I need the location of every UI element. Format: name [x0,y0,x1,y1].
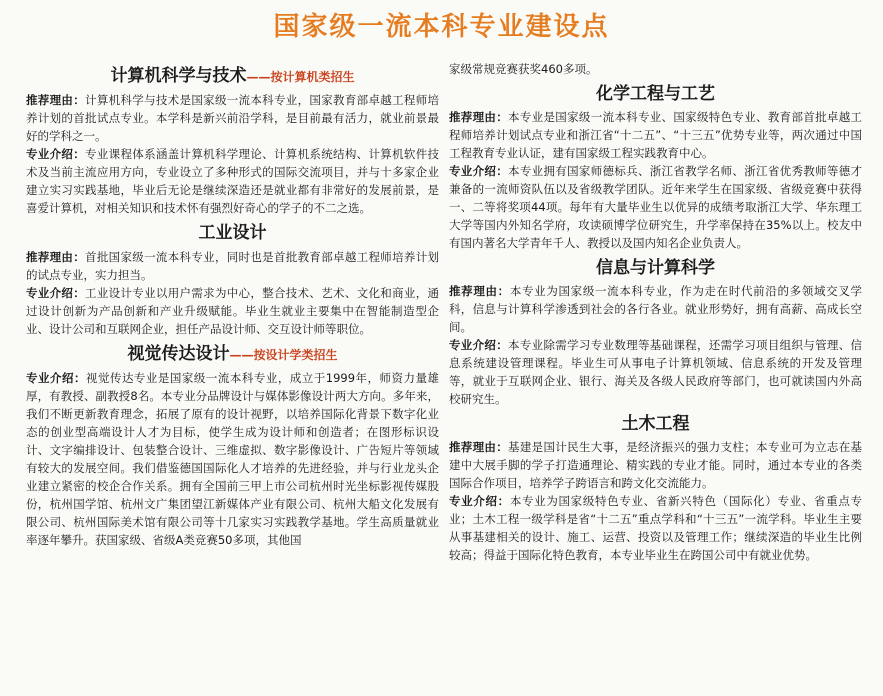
paragraph [449,108,862,162]
paragraph [26,369,439,549]
paragraph-text: 本专业是国家级一流本科专业、国家级特色专业、教育部首批卓越工程师培养计划试点专业和浙江省“十二五”、“十三五”优势专业等，两次通过中国工程教育专业认证，建有国家级工程实践教育中心。 [449,110,862,160]
paragraph-label: 推荐理由： [449,284,510,298]
section-title: 工业设计 [198,223,267,243]
paragraph [449,162,862,252]
page-title: 国家级一流本科专业建设点 [273,12,610,42]
section-title: 计算机科学与技术 [110,66,247,86]
paragraph [449,438,862,492]
paragraph [26,248,439,284]
section-heading-info-computing [449,256,862,280]
paragraph-label: 推荐理由： [26,93,86,107]
section-heading-chem-eng [449,82,862,106]
paragraph [26,91,439,145]
section-title: 视觉传达设计 [127,344,230,364]
section-subtitle: ——按设计学类招生 [229,348,338,362]
right-column [449,60,862,564]
paragraph [26,284,439,338]
paragraph-label: 专业介绍： [449,338,509,352]
section-subtitle: ——按计算机类招生 [246,70,355,84]
paragraph-label: 专业介绍： [449,494,510,508]
left-column [26,60,439,549]
paragraph [449,336,862,408]
paragraph-text: 视觉传达专业是国家级一流本科专业，成立于1999年，师资力量雄厚，有教授、副教授8名。本专业分品牌设计与媒体影像设计两大方向。多年来，我们不断更新教育理念，拓展了原有的设计视野，以培养国际化背景下数字化业态的创业型高端设计人才为目标，使学生成为设计师和创造者；在图形标识设计、文字编排设计、包装整合设计、三维虚拟、数字影像设计、广告短片等领域有较大的发展空间。我们借鉴德国国际化人才培养的先进经验，并与行业龙头企业建立紧密的校企合作关系。拥有全国前三甲上市公司杭州时光坐标影视传媒股份，杭州国学馆、杭州文广集团望江新媒体产业有限公司、杭州大船文化发展有限公司、杭州国际美术馆有限公司等十几家实习实践教学基地。学生高质量就业率逐年攀升。获国家级、省级A类竞赛50多项，其他国 [26,371,440,547]
paragraph [449,492,862,564]
paragraph [26,145,439,217]
section-heading-visual-design [26,342,439,367]
section-heading-cs [26,64,439,89]
paragraph-text: 本专业为国家级特色专业、省新兴特色（国际化）专业、省重点专业；土木工程一级学科是省“十二五”重点学科和“十三五”一流学科。毕业生主要从事基建相关的设计、施工、运营、投资以及管理工作；继续深造的毕业生比例较高；得益于国际化特色教育，本专业毕业生在跨国公司中有就业优势。 [449,494,863,562]
section-title: 土木工程 [621,414,690,434]
paragraph-text: 工业设计专业以用户需求为中心，整合技术、艺术、文化和商业，通过设计创新为产品创新和产业升级赋能。毕业生就业主要集中在智能制造型企业、设计公司和互联网企业，担任产品设计师、交互设计师等职位。 [26,286,439,336]
paragraph-label: 推荐理由： [26,250,86,264]
section-title: 化学工程与工艺 [596,84,715,104]
continuation-text: 家级常规竞赛获奖460多项。 [449,62,598,76]
paragraph-text: 本专业除需学习专业数理等基础课程，还需学习项目组织与管理、信息系统建设管理课程。毕业生可从事电子计算机领域、信息系统的开发及管理等，就业于互联网企业、银行、海关及各级人民政府等部门，也可就读国内外高校研究生。 [449,338,862,406]
paragraph-text: 计算机科学与技术是国家级一流本科专业，国家教育部卓越工程师培养计划的首批试点专业。本学科是新兴前沿学科，是目前最有活力，就业前景最好的学科之一。 [26,93,439,143]
paragraph-label: 推荐理由： [449,440,509,454]
section-heading-industrial-design [26,221,439,246]
paragraph-label: 专业介绍： [26,286,86,300]
paragraph-text: 本专业拥有国家师德标兵、浙江省教学名师、浙江省优秀教师等德才兼备的一流师资队伍以及省级教学团队。近年来学生在国家级、省级竞赛中获得一、二等将奖项44项。每年有大量毕业生以优异的成绩考取浙江大学、华东理工大学等国内外知名学府，攻读硕博学位研究生，升学率保持在35%以上。校友中有国内著名大学青年千人、教授以及国内知名企业负责人。 [449,164,862,250]
section-title: 信息与计算科学 [596,258,715,278]
paragraph-text: 专业课程体系涵盖计算机科学理论、计算机系统结构、计算机软件技术及当前主流应用方向，专业设立了多种形式的国际交流项目，并与十多家企业建立实习实践基地，毕业后无论是继续深造还是就业都有非常好的发展前景，是喜爱计算机，对相关知识和技术怀有强烈好奇心的学子的不二之选。 [26,147,439,215]
paragraph-text: 基建是国计民生大事，是经济振兴的强力支柱；本专业可为立志在基建中大展手脚的学子打造通理论、精实践的专业才能。同时，通过本专业的各类国际合作项目，培养学子跨语言和跨文化交流能力。 [449,440,862,490]
paragraph-label: 专业介绍： [449,164,509,178]
paragraph-label: 推荐理由： [449,110,509,124]
paragraph [449,282,862,336]
paragraph-label: 专业介绍： [26,147,86,161]
section-heading-civil-eng [449,412,862,436]
paragraph-text: 本专业为国家级一流本科专业，作为走在时代前沿的多领域交叉学科，信息与计算科学渗透到社会的各行各业。就业形势好，拥有高薪、高成长空间。 [449,284,863,334]
paragraph-text: 首批国家级一流本科专业，同时也是首批教育部卓越工程师培养计划的试点专业，实力担当。 [26,250,439,282]
paragraph-label: 专业介绍： [26,371,86,385]
